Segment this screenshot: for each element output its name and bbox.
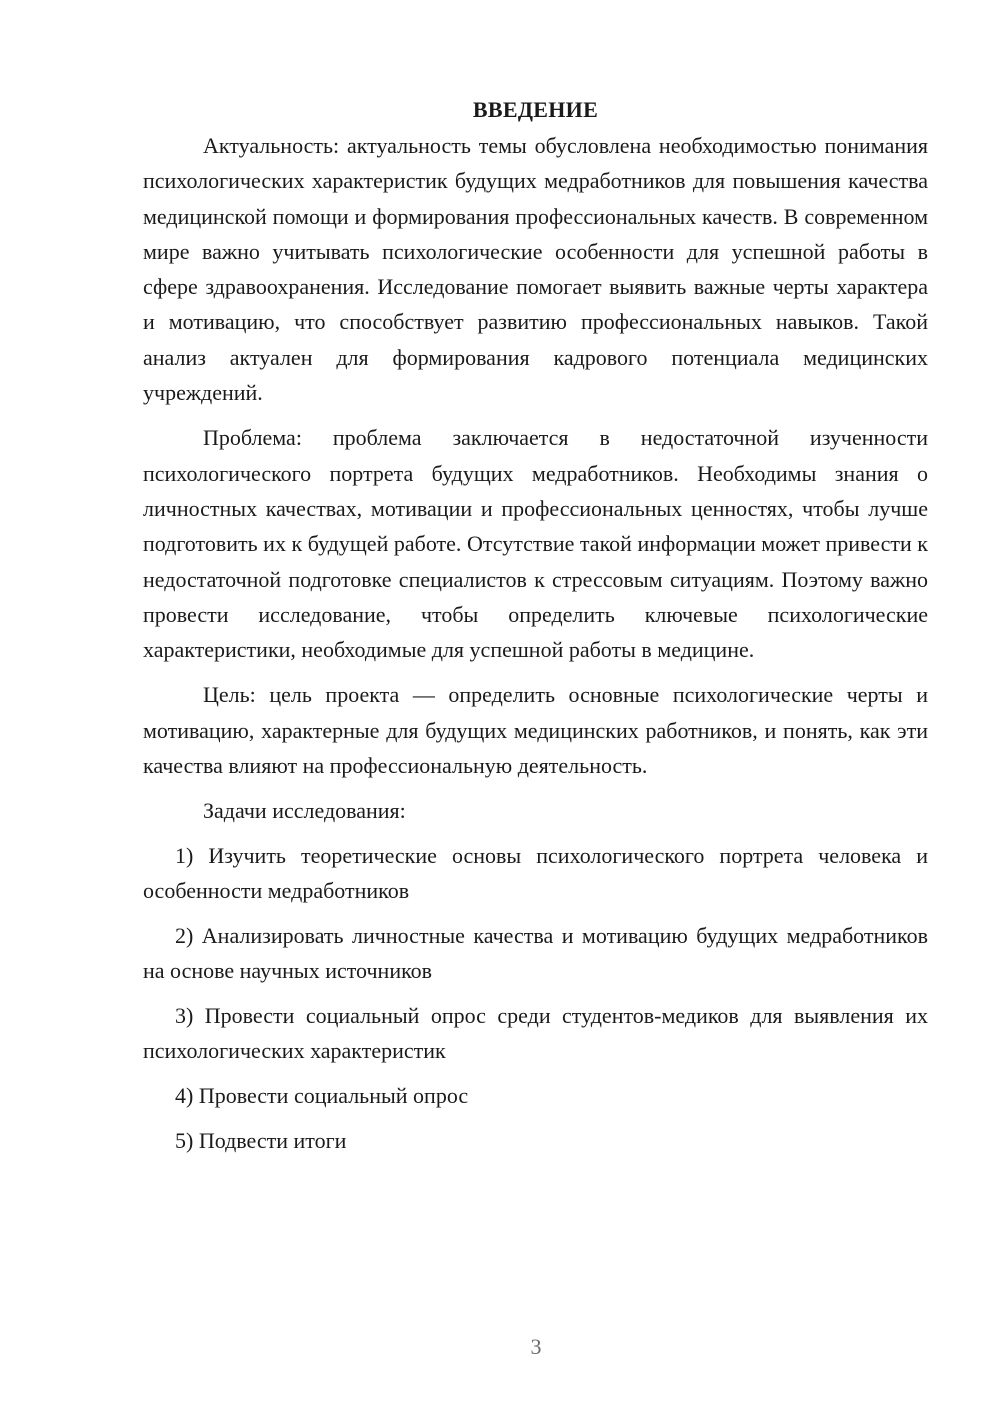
page-content: [143, 94, 928, 1168]
task-item: 2) Анализировать личностные качества и мотивацию будущих медработников на основе научных источников: [143, 923, 928, 984]
task-item: 4) Провести социальный опрос: [175, 1083, 469, 1109]
task-item: 3) Провести социальный опрос среди студентов-медиков для выявления их психологических характеристик: [143, 1003, 928, 1064]
task-item: 5) Подвести итоги: [175, 1128, 347, 1154]
section-heading: ВВЕДЕНИЕ: [472, 97, 599, 122]
page-number: 3: [530, 1334, 542, 1359]
paragraph-problem: Проблема: проблема заключается в недостаточной изученности психологического портрета будущих медработников. Необходимы знания о личностных качествах, мотивации и профессиональных ценностях, чтобы лучше подготовить их к будущей работе. Отсутствие такой информации может привести к недостаточной подготовке специалистов к стрессовым ситуациям. Поэтому важно провести исследование, чтобы определить ключевые психологические характеристики, необходимые для успешной работы в медицине.: [143, 425, 928, 663]
paragraph-relevance: Актуальность: актуальность темы обусловлена необходимостью понимания психологических характеристик будущих медработников для повышения качества медицинской помощи и формирования профессиональных качеств. В современном мире важно учитывать психологические особенности для успешной работы в сфере здравоохранения. Исследование помогает выявить важные черты характера и мотивацию, что способствует развитию профессиональных навыков. Такой анализ актуален для формирования кадрового потенциала медицинских учреждений.: [143, 133, 928, 406]
task-item: 1) Изучить теоретические основы психологического портрета человека и особенности медработников: [143, 843, 928, 904]
paragraph-goal: Цель: цель проекта — определить основные психологические черты и мотивацию, характерные для будущих медицинских работников, и понять, как эти качества влияют на профессиональную деятельность.: [143, 682, 928, 779]
tasks-intro: Задачи исследования:: [203, 798, 406, 824]
